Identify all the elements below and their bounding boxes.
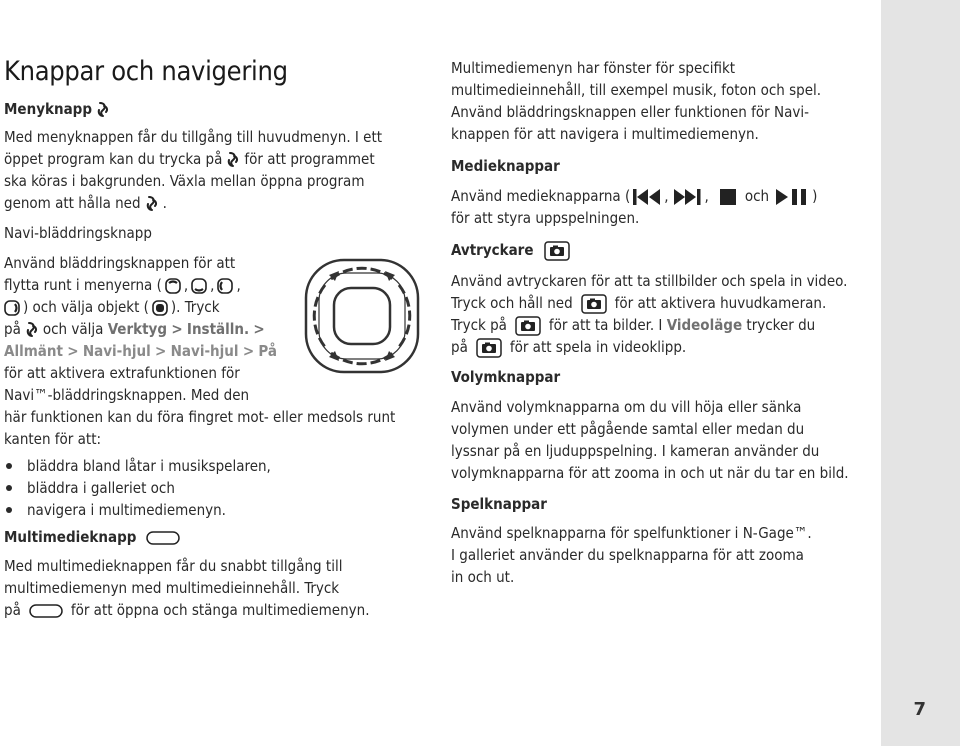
menu-key-heading: Menyknapp — [4, 98, 114, 120]
navi-bullet-list — [4, 455, 424, 521]
scroll-up-icon — [165, 278, 181, 294]
menu-key-text: Med menyknappen får du tillgång till huvudmenyn. I ett öppet program kan du trycka på för att programmet ska köras i bakgrunden. Växla mellan öppna program genom att hålla ned . — [4, 128, 383, 212]
scroll-left-icon — [217, 278, 233, 294]
menu-key-icon — [144, 195, 160, 213]
page-side-bar — [881, 0, 960, 746]
multimedia-menu-text: Multimediemenyn har fönster för specifikt multimedieinnehåll, till exempel musik, foton och spel. Använd bläddringsknappen eller funktionen för Navi- knappen för att navigera i multimediemenyn. — [451, 59, 822, 143]
shutter-heading: Avtryckare — [451, 239, 573, 261]
game-keys-heading: Spelknappar — [451, 495, 547, 513]
menu-key-icon — [24, 321, 40, 339]
next-track-icon — [672, 188, 702, 206]
navi-heading: Navi-bläddringsknapp — [4, 224, 152, 242]
play-pause-icon — [775, 188, 809, 206]
scroll-down-icon — [191, 278, 207, 294]
list-item: bläddra bland låtar i musikspelaren, — [4, 455, 424, 477]
page-title: Knappar och navigering — [4, 56, 288, 87]
select-key-icon — [152, 300, 168, 316]
media-keys-heading: Medieknappar — [451, 157, 560, 175]
shutter-key-icon — [476, 338, 502, 358]
media-keys-text: Använd medieknapparna ( , , och ) för att styra uppspelningen. — [451, 187, 818, 227]
multimedia-key-icon — [146, 531, 180, 545]
multimedia-key-heading: Multimedieknapp — [4, 526, 183, 548]
navi-text: Använd bläddringsknappen för att flytta runt i menyerna ( , , , ) och välja objekt ( ). Tryck på och välja Verktyg > Inställn. > Allmänt > Navi-hjul > Navi-hjul > På för att aktivera extrafunktionen för Navi™-bläddringsknappen. Med den här funktionen kan du föra fingret mot- eller medsols runt kanten för att: — [4, 254, 396, 448]
game-keys-text: Använd spelknapparna för spelfunktioner i N-Gage™. I galleriet använder du spelknapparna för att zooma in och ut. — [451, 524, 812, 586]
menu-key-icon — [95, 101, 111, 119]
shutter-key-icon — [581, 294, 607, 314]
list-item: navigera i multimediemenyn. — [4, 499, 424, 521]
menu-key-icon — [225, 151, 241, 169]
volume-keys-text: Använd volymknapparna om du vill höja eller sänka volymen under ett pågående samtal eller medan du lyssnar på en ljuduppspelning. I kameran använder du volymknapparna för att zooma in och ut när du tar en bild. — [451, 398, 849, 482]
multimedia-key-icon — [29, 604, 63, 618]
shutter-text: Använd avtryckaren för att ta stillbilder och spela in video. Tryck och håll ned för att aktivera huvudkameran. Tryck på för att ta bilder. I Videoläge trycker du på för att spela in videoklipp. — [451, 272, 848, 356]
page-number: 7 — [913, 699, 926, 720]
previous-track-icon — [632, 188, 662, 206]
list-item: bläddra i galleriet och — [4, 477, 424, 499]
navi-scroll-key-illustration — [303, 257, 421, 375]
volume-keys-heading: Volymknappar — [451, 368, 561, 386]
stop-icon — [719, 188, 737, 206]
scroll-right-icon — [4, 300, 20, 316]
shutter-key-icon — [515, 316, 541, 336]
multimedia-key-text: Med multimedieknappen får du snabbt tillgång till multimediemenyn med multimedieinnehåll. Tryck på för att öppna och stänga multimediemenyn. — [4, 557, 370, 619]
shutter-key-icon — [544, 241, 570, 261]
